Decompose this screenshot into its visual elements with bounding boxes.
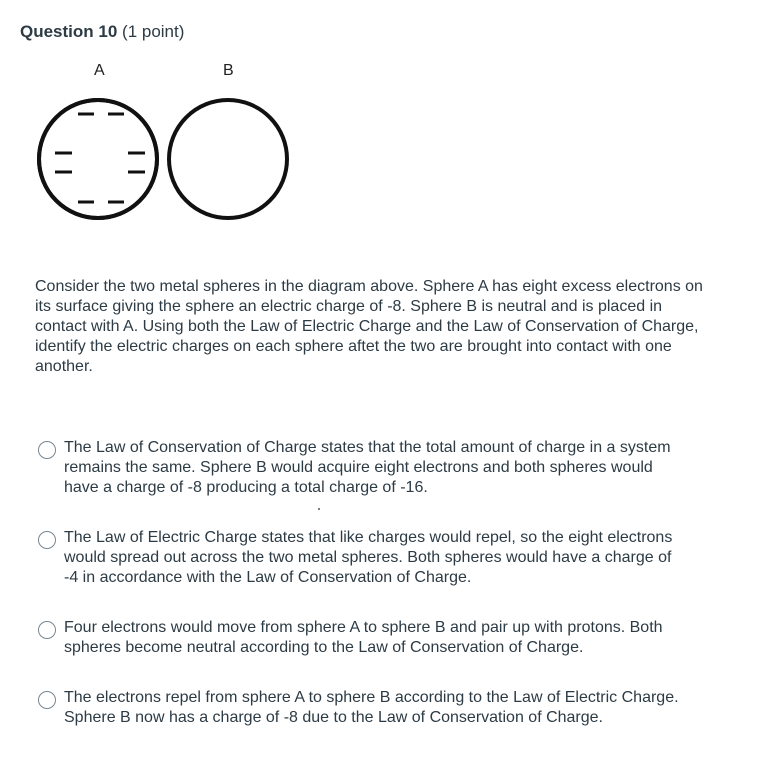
answer-text[interactable]: The Law of Electric Charge states that like charges would repel, so the eight electrons would spread out across the two metal spheres. Both spheres would have a charge of -4 in accordance with the Law of Conservation of Charge. — [64, 529, 673, 586]
answer-option-2[interactable] — [38, 528, 688, 588]
answer-text[interactable]: The Law of Conservation of Charge states that the total amount of charge in a system remains the same. Sphere B would acquire eight electrons and both spheres would have a charge of -8 producing a total charge of -16. — [64, 439, 671, 496]
question-title: Question 10 — [20, 22, 118, 41]
spheres-diagram — [30, 52, 310, 227]
sphere-a-label: A — [94, 62, 105, 79]
spheres-diagram-graphic — [30, 52, 310, 227]
sphere-b — [169, 100, 287, 218]
answer-option-1[interactable] — [38, 438, 688, 498]
radio-button[interactable] — [38, 691, 56, 709]
answer-option-3[interactable] — [38, 618, 688, 658]
question-text: Consider the two metal spheres in the diagram above. Sphere A has eight excess electrons on its surface giving the sphere an electric charge of -8. Sphere B is neutral and is placed in contact with A. Using both the Law of Electric Charge and the Law of Conservation of Charge, identify the electric charges on each sphere aftet the two are brought into contact with one another. — [35, 278, 703, 375]
radio-button[interactable] — [38, 531, 56, 549]
answer-option-4[interactable] — [38, 688, 688, 728]
answer-text[interactable]: Four electrons would move from sphere A to sphere B and pair up with protons. Both spheres become neutral according to the Law of Conservation of Charge. — [64, 619, 663, 656]
radio-button[interactable] — [38, 621, 56, 639]
question-points: (1 point) — [117, 22, 185, 41]
question-header — [20, 21, 184, 43]
radio-button[interactable] — [38, 441, 56, 459]
sphere-b-label: B — [223, 62, 234, 79]
answer-text[interactable]: The electrons repel from sphere A to sphere B according to the Law of Electric Charge. Sphere B now has a charge of -8 due to the Law of Conservation of Charge. — [64, 689, 679, 726]
stray-dot — [318, 508, 320, 510]
